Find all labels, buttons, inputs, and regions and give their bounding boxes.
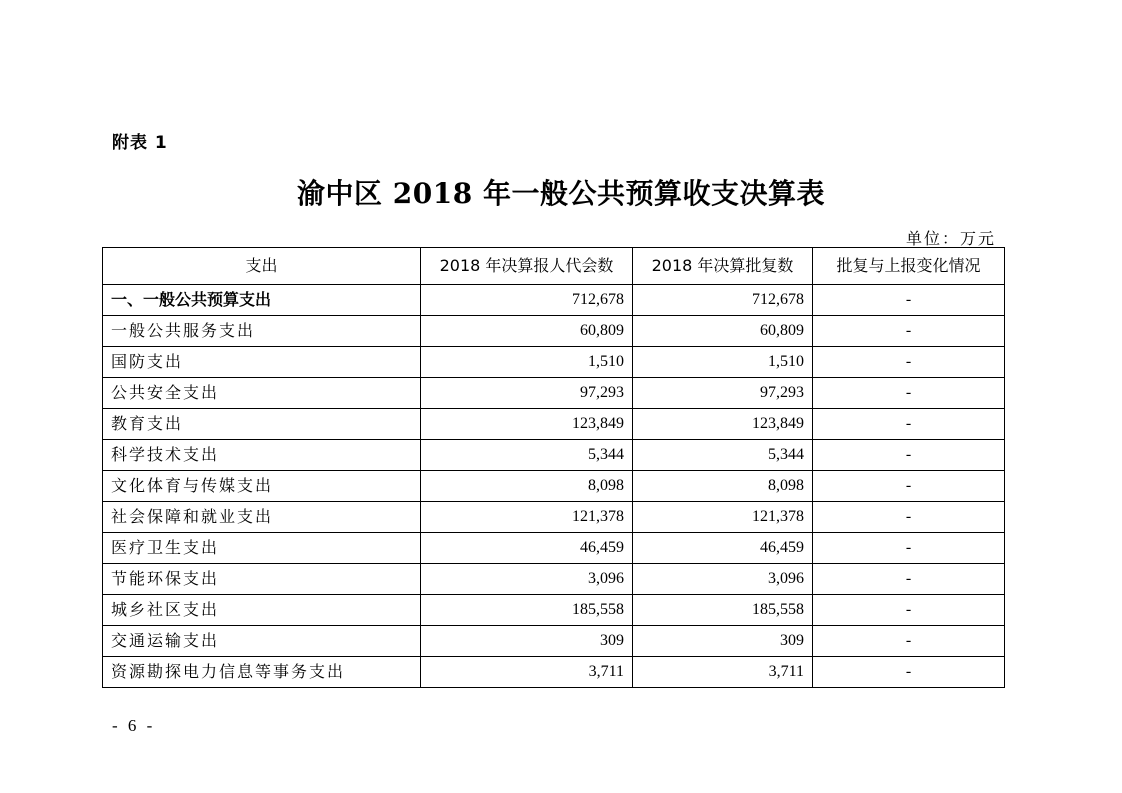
table-row (103, 471, 1005, 502)
row-reported: 3,096 (421, 564, 633, 595)
page-number: - 6 - (112, 716, 156, 735)
table-row (103, 502, 1005, 533)
row-change: - (813, 564, 1005, 595)
header-change: 批复与上报变化情况 (813, 248, 1005, 285)
table-row (103, 533, 1005, 564)
row-name: 国防支出 (103, 347, 421, 378)
row-reported: 8,098 (421, 471, 633, 502)
row-approved: 1,510 (633, 347, 813, 378)
row-change: - (813, 347, 1005, 378)
row-reported: 60,809 (421, 316, 633, 347)
row-approved: 712,678 (633, 285, 813, 316)
row-name: 公共安全支出 (103, 378, 421, 409)
row-change: - (813, 409, 1005, 440)
row-name: 教育支出 (103, 409, 421, 440)
row-change: - (813, 378, 1005, 409)
budget-table (102, 247, 1005, 688)
row-approved: 5,344 (633, 440, 813, 471)
row-approved: 309 (633, 626, 813, 657)
row-reported: 309 (421, 626, 633, 657)
row-name: 节能环保支出 (103, 564, 421, 595)
row-name: 科学技术支出 (103, 440, 421, 471)
row-change: - (813, 285, 1005, 316)
row-name: 资源勘探电力信息等事务支出 (103, 657, 421, 688)
row-change: - (813, 657, 1005, 688)
table-row (103, 316, 1005, 347)
table-header-row (103, 248, 1005, 285)
table-row (103, 564, 1005, 595)
row-reported: 712,678 (421, 285, 633, 316)
row-approved: 3,711 (633, 657, 813, 688)
row-reported: 123,849 (421, 409, 633, 440)
row-name: 城乡社区支出 (103, 595, 421, 626)
table-row (103, 657, 1005, 688)
row-approved: 185,558 (633, 595, 813, 626)
row-approved: 3,096 (633, 564, 813, 595)
row-name: 社会保障和就业支出 (103, 502, 421, 533)
row-change: - (813, 533, 1005, 564)
row-name: 医疗卫生支出 (103, 533, 421, 564)
row-change: - (813, 440, 1005, 471)
row-reported: 1,510 (421, 347, 633, 378)
row-approved: 121,378 (633, 502, 813, 533)
row-name: 文化体育与传媒支出 (103, 471, 421, 502)
row-approved: 60,809 (633, 316, 813, 347)
table-row (103, 595, 1005, 626)
row-approved: 46,459 (633, 533, 813, 564)
row-name: 一般公共服务支出 (103, 316, 421, 347)
row-change: - (813, 502, 1005, 533)
unit-label: 单位：万元 (905, 229, 996, 248)
table-row (103, 409, 1005, 440)
table-row (103, 347, 1005, 378)
row-approved: 123,849 (633, 409, 813, 440)
table-row (103, 440, 1005, 471)
table-row (103, 285, 1005, 316)
row-approved: 8,098 (633, 471, 813, 502)
header-reported: 2018 年决算报人代会数 (421, 248, 633, 285)
row-reported: 121,378 (421, 502, 633, 533)
row-name: 一、一般公共预算支出 (103, 285, 421, 316)
row-reported: 46,459 (421, 533, 633, 564)
row-reported: 97,293 (421, 378, 633, 409)
row-change: - (813, 471, 1005, 502)
row-reported: 185,558 (421, 595, 633, 626)
row-name: 交通运输支出 (103, 626, 421, 657)
row-reported: 5,344 (421, 440, 633, 471)
row-approved: 97,293 (633, 378, 813, 409)
row-change: - (813, 626, 1005, 657)
header-expenditure: 支出 (103, 248, 421, 285)
table-row (103, 626, 1005, 657)
document-title: 渝中区 2018 年一般公共预算收支决算表 (297, 177, 825, 210)
header-approved: 2018 年决算批复数 (633, 248, 813, 285)
row-change: - (813, 316, 1005, 347)
table-row (103, 378, 1005, 409)
row-change: - (813, 595, 1005, 626)
row-reported: 3,711 (421, 657, 633, 688)
appendix-label: 附表 1 (112, 133, 168, 153)
